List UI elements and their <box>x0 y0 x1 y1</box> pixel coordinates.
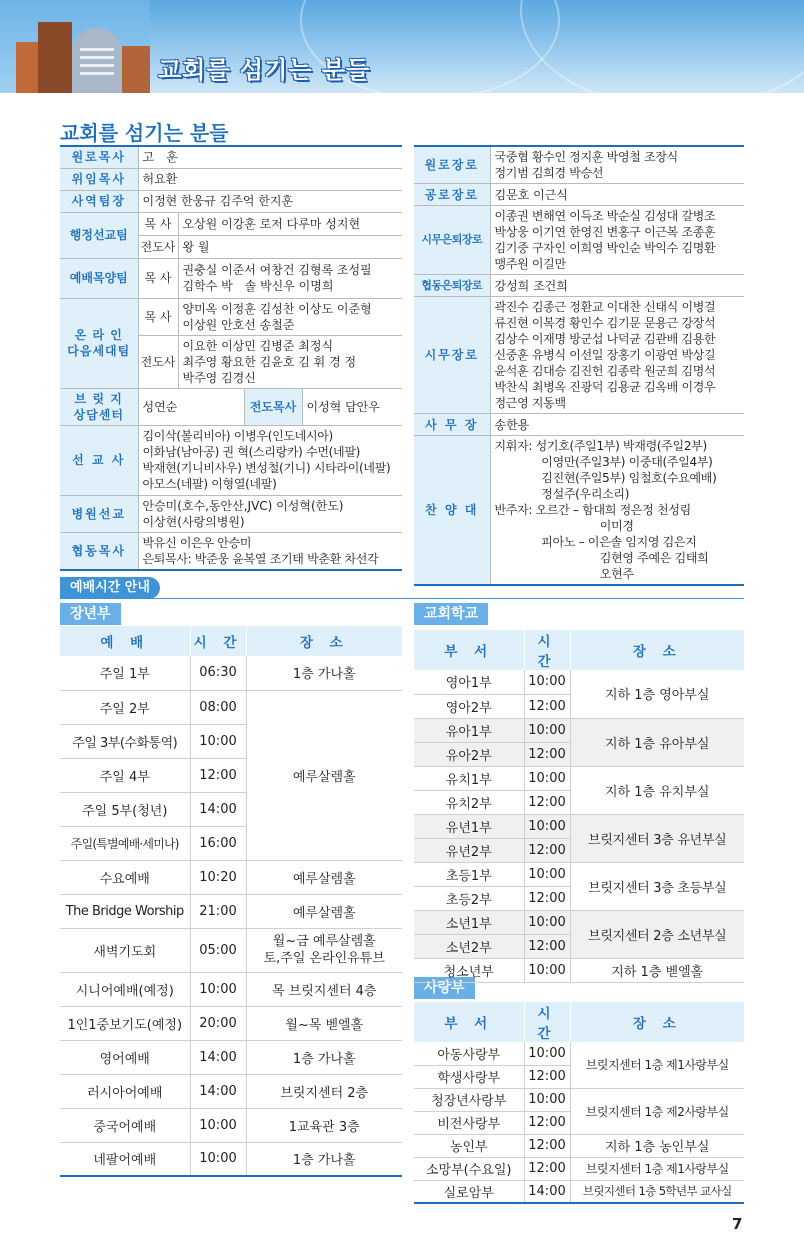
service-time: 16:00 <box>190 826 246 860</box>
dept-place: 지하 1층 영아부실 <box>570 670 744 718</box>
service-time: 14:00 <box>190 1040 246 1074</box>
staff-sublabel: 목 사 <box>138 258 178 298</box>
staff-value: 곽진수 김종근 정환교 이대찬 신태식 이병걸 류진현 이복경 황인수 김기문 문용근 강장석 김상수 이재명 방군섭 나덕균 김관배 김용한 신중훈 유병식 이선일 장홍기 이광연 박상길 윤석훈 김대승 김진헌 김종락 원군희 김명석 박찬식 최병옥 진광덕 김용균 김옥배 이경우 정근영 지동백 <box>490 297 744 414</box>
service-time: 21:00 <box>190 894 246 928</box>
dept-time: 12:00 <box>524 934 570 958</box>
staff-label: 사역팀장 <box>60 190 138 212</box>
love-tag: 사랑부 <box>414 977 475 999</box>
staff-label: 브 릿 지 상담센터 <box>60 388 138 425</box>
dept-name: 농인부 <box>414 1134 524 1157</box>
worship-section-header <box>60 577 744 599</box>
dept-time: 12:00 <box>524 1111 570 1134</box>
service-time: 10:20 <box>190 860 246 894</box>
staff-value: 오상원 이강훈 로저 다루마 성지현 <box>178 212 402 235</box>
staff-label: 원로목사 <box>60 146 138 168</box>
service-name: 수요예배 <box>60 860 190 894</box>
staff-sublabel: 목 사 <box>138 298 178 335</box>
service-name: 주일 4부 <box>60 758 190 792</box>
dept-place: 브릿지센터 3층 유년부실 <box>570 814 744 862</box>
service-name: 주일 3부(수화통역) <box>60 724 190 758</box>
dept-time: 10:00 <box>524 718 570 742</box>
dept-name: 초등1부 <box>414 862 524 886</box>
service-name: 주일 5부(청년) <box>60 792 190 826</box>
staff-label: 시무은퇴장로 <box>414 206 490 275</box>
staff-label: 위임목사 <box>60 168 138 190</box>
dept-time: 12:00 <box>524 1134 570 1157</box>
service-place: 월~목 벧엘홀 <box>246 1006 402 1040</box>
dept-time: 10:00 <box>524 1088 570 1111</box>
staff-value: 왕 월 <box>178 235 402 258</box>
column-header: 시 간 <box>524 1002 570 1042</box>
dept-time: 10:00 <box>524 766 570 790</box>
service-place: 예루살렘홀 <box>246 690 402 860</box>
dept-time: 12:00 <box>524 838 570 862</box>
staff-label: 예배목양팀 <box>60 258 138 298</box>
column-header: 시 간 <box>524 630 570 670</box>
service-place: 예루살렘홀 <box>246 860 402 894</box>
staff-value: 이요한 이상민 김병준 최정식 최주영 황요한 김윤호 김 휘 경 정 박주영 김경신 <box>178 335 402 388</box>
dept-name: 유아1부 <box>414 718 524 742</box>
staff-value: 김이삭(볼리비아) 이병우(인도네시아) 이화남(남아공) 권 혁(스리랑카) 수먼(네팔) 박재현(기니비사우) 변성철(기니) 시타라이(네팔) 아모스(네팔) 이형열(네팔) <box>138 425 402 495</box>
staff-value: 양미옥 이정훈 김성찬 이상도 이준형 이상원 안호선 송철준 <box>178 298 402 335</box>
dept-name: 비전사랑부 <box>414 1111 524 1134</box>
dept-name: 유년1부 <box>414 814 524 838</box>
dept-place: 지하 1층 유치부실 <box>570 766 744 814</box>
dept-name: 유년2부 <box>414 838 524 862</box>
staff-value: 국중협 황수인 정지훈 박영철 조장식 정기범 김희경 박승선 <box>490 146 744 184</box>
service-name: 네팔어예배 <box>60 1142 190 1176</box>
dept-time: 12:00 <box>524 1065 570 1088</box>
dept-time: 14:00 <box>524 1180 570 1203</box>
dept-time: 12:00 <box>524 742 570 766</box>
service-name: 중국어예배 <box>60 1108 190 1142</box>
dept-name: 실로암부 <box>414 1180 524 1203</box>
dept-name: 유아2부 <box>414 742 524 766</box>
decorative-ring <box>520 0 804 93</box>
staff-value: 권충실 이준서 여창건 김형록 조성필 김학수 박 솔 박신우 이명희 <box>178 258 402 298</box>
service-name: 영어예배 <box>60 1040 190 1074</box>
service-time: 05:00 <box>190 928 246 972</box>
staff-label: 원로장로 <box>414 146 490 184</box>
service-time: 14:00 <box>190 1074 246 1108</box>
staff-value: 성연순 <box>138 388 244 425</box>
dept-name: 유치2부 <box>414 790 524 814</box>
column-header: 시 간 <box>190 626 246 656</box>
service-time: 10:00 <box>190 1142 246 1176</box>
dept-place: 브릿지센터 3층 초등부실 <box>570 862 744 910</box>
staff-label: 협동은퇴장로 <box>414 275 490 297</box>
adult-schedule-table <box>60 626 402 1177</box>
staff-label: 시무장로 <box>414 297 490 414</box>
dept-place: 브릿지센터 1층 제1사랑부실 <box>570 1042 744 1088</box>
column-header: 예 배 <box>60 626 190 656</box>
service-place: 예루살렘홀 <box>246 894 402 928</box>
service-name: 러시아어예배 <box>60 1074 190 1108</box>
service-place: 1층 가나홀 <box>246 656 402 690</box>
dept-time: 12:00 <box>524 694 570 718</box>
dept-time: 10:00 <box>524 958 570 982</box>
service-name: 1인1중보기도(예정) <box>60 1006 190 1040</box>
dept-name: 소년2부 <box>414 934 524 958</box>
staff-value: 강성희 조건희 <box>490 275 744 297</box>
staff-label: 사 무 장 <box>414 414 490 436</box>
dept-place: 지하 1층 유아부실 <box>570 718 744 766</box>
dept-name: 아동사랑부 <box>414 1042 524 1065</box>
staff-value: 이성혁 담안우 <box>302 388 402 425</box>
service-time: 10:00 <box>190 972 246 1006</box>
dept-name: 청소년부 <box>414 958 524 982</box>
staff-label: 협동목사 <box>60 532 138 570</box>
dept-name: 초등2부 <box>414 886 524 910</box>
staff-table-right <box>414 145 744 586</box>
service-place: 브릿지센터 2층 <box>246 1074 402 1108</box>
column-header: 장 소 <box>570 630 744 670</box>
service-name: 주일 1부 <box>60 656 190 690</box>
staff-value: 송한용 <box>490 414 744 436</box>
staff-sublabel: 전도사 <box>138 235 178 258</box>
staff-label: 찬 양 대 <box>414 436 490 586</box>
dept-name: 소망부(수요일) <box>414 1157 524 1180</box>
service-name: The Bridge Worship <box>60 894 190 928</box>
column-header: 부 서 <box>414 630 524 670</box>
dept-place: 지하 1층 농인부실 <box>570 1134 744 1157</box>
service-time: 20:00 <box>190 1006 246 1040</box>
service-place: 1교육관 3층 <box>246 1108 402 1142</box>
dept-place: 브릿지센터 2층 소년부실 <box>570 910 744 958</box>
header-banner <box>0 0 804 93</box>
service-name: 새벽기도회 <box>60 928 190 972</box>
staff-value: 허요환 <box>138 168 402 190</box>
service-time: 10:00 <box>190 1108 246 1142</box>
dept-time: 10:00 <box>524 814 570 838</box>
dept-place: 브릿지센터 1층 제2사랑부실 <box>570 1088 744 1134</box>
dept-time: 10:00 <box>524 910 570 934</box>
dept-name: 소년1부 <box>414 910 524 934</box>
staff-value: 이종권 변해연 이득조 박순실 김성대 갈병조 박상웅 이기연 한영진 변홍구 이근복 조종훈 김기중 구자인 이희영 박인순 박익수 김명환 맹주원 이길만 <box>490 206 744 275</box>
dept-place: 지하 1층 벧엘홀 <box>570 958 744 982</box>
worship-title: 예배시간 안내 <box>60 577 160 599</box>
staff-value: 김문호 이근식 <box>490 184 744 206</box>
staff-sublabel: 전도목사 <box>244 388 302 425</box>
adult-tag: 장년부 <box>60 603 121 625</box>
service-time: 14:00 <box>190 792 246 826</box>
staff-value: 이정현 한웅규 김주억 한지훈 <box>138 190 402 212</box>
love-schedule-table <box>414 1002 744 1204</box>
dept-time: 10:00 <box>524 862 570 886</box>
staff-sublabel: 전도사 <box>138 335 178 388</box>
staff-label: 행정선교팀 <box>60 212 138 258</box>
dept-name: 청장년사랑부 <box>414 1088 524 1111</box>
dept-time: 12:00 <box>524 1157 570 1180</box>
dept-time: 12:00 <box>524 790 570 814</box>
staff-value: 안승미(호수,동안산,JVC) 이성혁(한도) 이상현(사랑의병원) <box>138 495 402 532</box>
dept-place: 브릿지센터 1층 5학년부 교사실 <box>570 1180 744 1203</box>
staff-label: 온 라 인 다음세대팀 <box>60 298 138 388</box>
staff-label: 병원선교 <box>60 495 138 532</box>
staff-sublabel: 목 사 <box>138 212 178 235</box>
service-time: 06:30 <box>190 656 246 690</box>
staff-label: 공로장로 <box>414 184 490 206</box>
banner-title: 교회를 섬기는 분들 <box>158 56 371 84</box>
service-place: 1층 가나홀 <box>246 1142 402 1176</box>
dept-place: 브릿지센터 1층 제1사랑부실 <box>570 1157 744 1180</box>
service-time: 10:00 <box>190 724 246 758</box>
service-name: 주일(특별예배·세미나) <box>60 826 190 860</box>
service-place: 월~금 예루살렘홀 토,주일 온라인유튜브 <box>246 928 402 972</box>
column-header: 장 소 <box>570 1002 744 1042</box>
column-header: 장 소 <box>246 626 402 656</box>
school-schedule-table <box>414 630 744 983</box>
staff-value: 박유신 이은우 안승미 은퇴목사: 박준웅 윤복열 조기태 박춘환 차선각 <box>138 532 402 570</box>
section-title: 교회를 섬기는 분들 <box>60 121 229 145</box>
dept-name: 학생사랑부 <box>414 1065 524 1088</box>
staff-label: 선 교 사 <box>60 425 138 495</box>
staff-value: 지휘자: 성기호(주일1부) 박재령(주일2부) 이영만(주일3부) 이중대(주일4부) 김진현(주일5부) 임철호(수요예배) 정설주(우리소리) 반주자: 오르간 – 함대희 정은정 천성림 이미경 피아노 – 이은솔 임지영 김은지 김현영 주예은 김태희 오현주 <box>490 436 744 586</box>
dept-time: 10:00 <box>524 670 570 694</box>
service-name: 주일 2부 <box>60 690 190 724</box>
staff-value: 고 훈 <box>138 146 402 168</box>
page-number: 7 <box>732 1215 743 1233</box>
staff-table-left <box>60 145 402 571</box>
service-place: 1층 가나홀 <box>246 1040 402 1074</box>
church-building-image <box>0 0 150 93</box>
service-time: 12:00 <box>190 758 246 792</box>
service-time: 08:00 <box>190 690 246 724</box>
column-header: 부 서 <box>414 1002 524 1042</box>
dept-name: 영아1부 <box>414 670 524 694</box>
dept-time: 10:00 <box>524 1042 570 1065</box>
dept-name: 유치1부 <box>414 766 524 790</box>
dept-name: 영아2부 <box>414 694 524 718</box>
service-place: 목 브릿지센터 4층 <box>246 972 402 1006</box>
school-tag: 교회학교 <box>414 603 488 625</box>
dept-time: 12:00 <box>524 886 570 910</box>
service-name: 시니어예배(예정) <box>60 972 190 1006</box>
